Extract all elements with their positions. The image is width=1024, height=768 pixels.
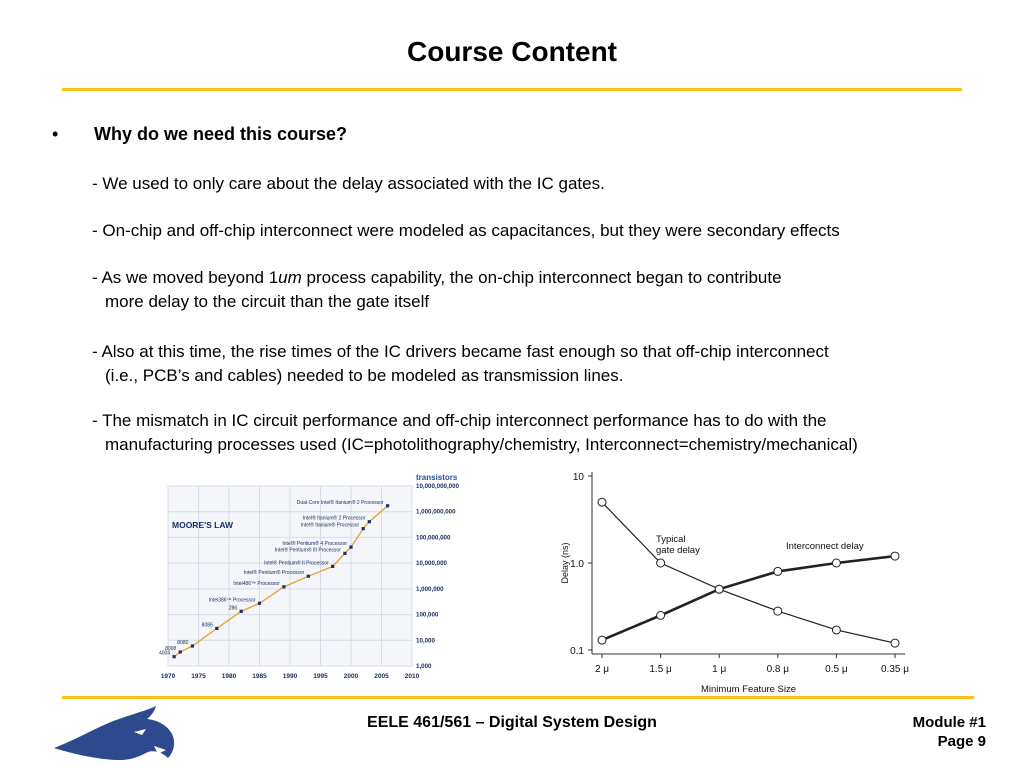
data-label: Intel486™ Processor [233, 580, 280, 587]
x-tick-label: 2005 [374, 673, 389, 680]
data-label: Intel® Itanium® Processor [300, 522, 360, 529]
data-label: 4004 [158, 650, 171, 657]
data-label: Intel386™ Processor [208, 597, 256, 604]
data-point [343, 552, 346, 555]
y-tick-label: 0.1 [570, 646, 584, 657]
data-point [282, 585, 285, 588]
data-label: Intel® Pentium® III Processor [274, 547, 341, 554]
data-point [715, 585, 723, 593]
paragraph-text: - As we moved beyond 1 [92, 268, 279, 287]
data-point [657, 611, 665, 619]
data-point [191, 644, 194, 647]
course-title: EELE 461/561 – Digital System Design [367, 714, 657, 731]
series-line-1 [602, 556, 895, 640]
page-number: Page 9 [937, 733, 986, 750]
footer-divider [62, 696, 974, 699]
title-divider [62, 88, 962, 91]
x-tick-label: 1.5 μ [649, 664, 672, 675]
data-label: Intel® Pentium® II Processor [264, 560, 329, 567]
paragraph-gate-delay [92, 172, 605, 196]
data-label: 8086 [201, 622, 213, 629]
x-tick-label: 1990 [282, 673, 298, 680]
paragraph-rise-times [92, 340, 829, 388]
paragraph-text: process capability, the on-chip interconnect began to contribute [301, 268, 782, 287]
x-tick-label: 1980 [221, 673, 237, 680]
unit-text: um [278, 268, 302, 287]
data-point [832, 559, 840, 567]
bullet-marker: • [52, 124, 59, 144]
paragraph-continuation: more delay to the circuit than the gate itself [105, 292, 430, 311]
paragraph-text: - The mismatch in IC circuit performance and off-chip interconnect performance has to do with the [92, 411, 827, 430]
paragraph-continuation: (i.e., PCB’s and cables) needed to be modeled as transmission lines. [105, 366, 624, 385]
chart-title: MOORE'S LAW [172, 520, 234, 530]
moores-law-chart [150, 470, 490, 688]
data-point [891, 639, 899, 647]
y-tick-label: 100,000 [416, 611, 439, 619]
data-label: 8080 [177, 639, 189, 646]
slide-title: Course Content [407, 36, 617, 67]
data-point [362, 527, 365, 530]
data-label: Intel® Pentium® 4 Processor [282, 541, 347, 548]
data-point [368, 520, 371, 523]
paragraph-text: - Also at this time, the rise times of the IC drivers became fast enough so that off-chip interconnect [92, 342, 829, 361]
data-point [240, 610, 243, 613]
data-point [258, 602, 261, 605]
paragraph-text: - On-chip and off-chip interconnect were modeled as capacitances, but they were secondary effects [92, 221, 840, 240]
module-page-label [913, 713, 986, 751]
x-tick-label: 2000 [343, 673, 359, 680]
y-tick-label: 10,000,000,000 [416, 483, 460, 490]
module-number: Module #1 [912, 714, 986, 731]
paragraph-continuation: manufacturing processes used (IC=photolithography/chemistry, Interconnect=chemistry/mechanical) [105, 435, 858, 454]
y-tick-label: 10 [572, 472, 584, 483]
data-point [657, 559, 665, 567]
data-label: Intel® Pentium® Processor [243, 570, 305, 577]
data-point [774, 567, 782, 575]
paragraph-mismatch [92, 409, 858, 457]
x-tick-label: 0.35 μ [880, 664, 910, 675]
data-label: Dual-Core Intel® Itanium® 2 Processor [296, 499, 384, 506]
y-tick-label: 1,000,000,000 [416, 508, 456, 516]
x-tick-label: 1 μ [712, 664, 727, 675]
paragraph-capacitances [92, 219, 840, 243]
data-point [386, 504, 389, 507]
y-tick-label: 10,000,000 [416, 560, 447, 568]
series-label-gate: Typical gate delay [656, 534, 700, 556]
y-axis-label: transistors [416, 473, 458, 482]
data-point [331, 565, 334, 568]
data-point [774, 607, 782, 615]
paragraph-process [92, 266, 782, 314]
data-point [832, 626, 840, 634]
data-point [598, 636, 606, 644]
x-tick-label: 2010 [404, 673, 420, 680]
data-point [307, 575, 310, 578]
y-tick-label: 1,000 [416, 663, 432, 670]
paragraph-text: - We used to only care about the delay associated with the IC gates. [92, 174, 605, 193]
x-tick-label: 1970 [160, 673, 176, 680]
data-label: 8008 [165, 646, 177, 653]
y-tick-label: 1,000,000 [416, 585, 444, 593]
series-label-interconnect: Interconnect delay [786, 541, 864, 552]
data-label: Intel® Itanium® 2 Processor [302, 515, 366, 522]
x-axis-label: Minimum Feature Size [700, 684, 797, 695]
x-tick-label: 1985 [252, 673, 267, 680]
data-point [891, 552, 899, 560]
bobcat-logo [50, 702, 180, 764]
data-point [215, 627, 218, 630]
delay-vs-feature-size-chart [540, 464, 930, 696]
data-label: 286 [228, 605, 238, 612]
x-tick-label: 1975 [191, 673, 206, 680]
x-tick-label: 2 μ [594, 664, 610, 675]
x-tick-label: 1995 [313, 673, 328, 680]
y-tick-label: 100,000,000 [416, 534, 451, 542]
data-point [598, 498, 606, 506]
x-tick-label: 0.8 μ [766, 664, 790, 675]
section-heading: Why do we need this course? [94, 124, 348, 144]
y-axis-label: Delay (ns) [560, 542, 570, 584]
data-point [349, 546, 352, 549]
data-point [173, 655, 176, 658]
data-point [179, 650, 182, 653]
y-tick-label: 1.0 [570, 559, 584, 570]
y-tick-label: 10,000 [416, 637, 435, 645]
x-tick-label: 0.5 μ [825, 664, 848, 675]
